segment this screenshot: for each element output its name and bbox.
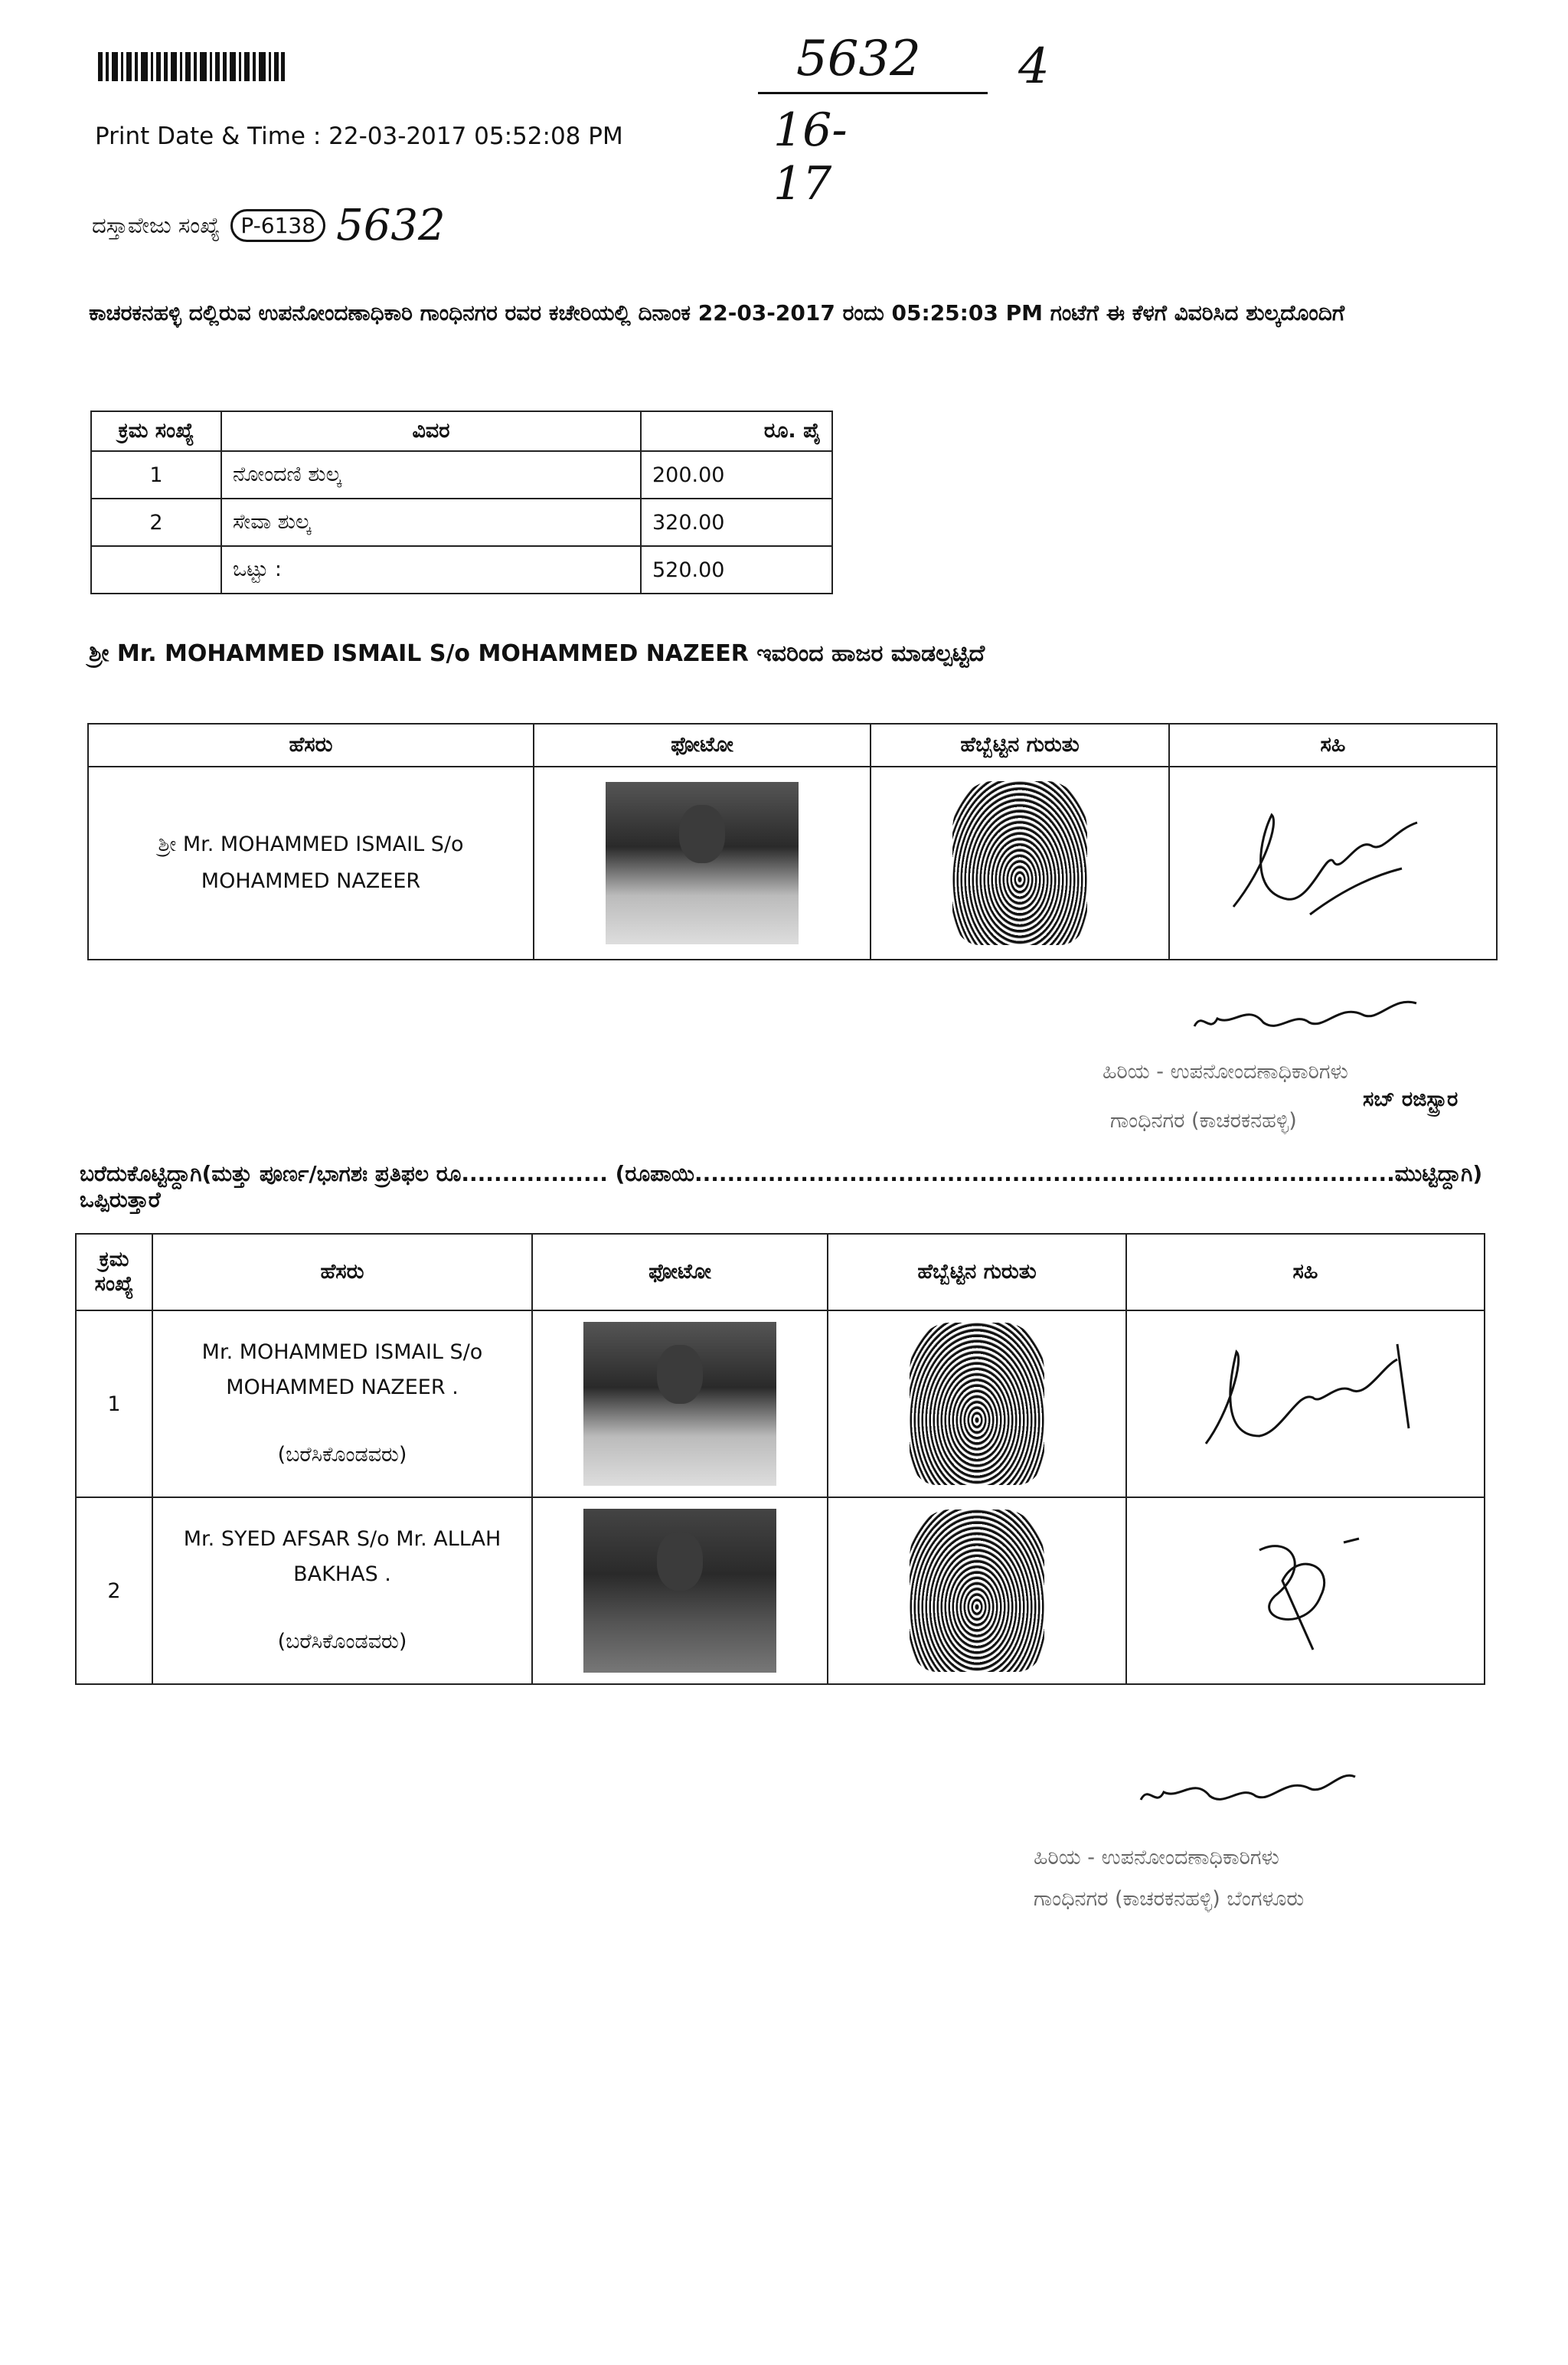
- top-handwritten-mark: 4: [1018, 38, 1050, 95]
- party-photo: [583, 1509, 776, 1673]
- document-handwritten-number: 5632: [336, 201, 446, 250]
- parties-signature-cell: [1126, 1310, 1485, 1497]
- fees-row-desc: ಒಟ್ಟು :: [221, 546, 641, 594]
- fees-table: [90, 411, 833, 594]
- registrar-stamp-1-line2: ಸಬ್ ರಜಿಸ್ಟ್ರಾರ: [1363, 1088, 1459, 1111]
- presenter-thumb-cell: [871, 767, 1169, 960]
- presented-by: ಶ್ರೀ Mr. MOHAMMED ISMAIL S/o MOHAMMED NAZEER ಇವರಿಂದ ಹಾಜರ ಮಾಡಲ್ಪಟ್ಟಿದೆ: [89, 640, 985, 667]
- registrar-stamp-2-line2: ಗಾಂಧಿನಗರ (ಕಾಚರಕನಹಳ್ಳಿ) ಬೆಂಗಳೂರು: [1034, 1887, 1305, 1911]
- parties-header-photo: ಫೋಟೋ: [532, 1234, 828, 1310]
- fees-header-desc: ವಿವರ: [221, 411, 641, 451]
- parties-row-name: [152, 1497, 532, 1684]
- fees-row-desc: ನೋಂದಣಿ ಶುಲ್ಕ: [221, 451, 641, 499]
- presenter-table: [87, 723, 1498, 960]
- party-signature: [1229, 1519, 1382, 1657]
- parties-row-no: 2: [76, 1497, 152, 1684]
- parties-row-no: 1: [76, 1310, 152, 1497]
- document-code: P-6138: [230, 209, 325, 242]
- fees-row-amount: 200.00: [641, 451, 832, 499]
- parties-row-name: [152, 1310, 532, 1497]
- presenter-photo: [606, 782, 799, 944]
- fees-row-no: [91, 546, 221, 594]
- fees-row-total: [91, 546, 832, 594]
- parties-name-line1: Mr. SYED AFSAR S/o Mr. ALLAH: [183, 1527, 501, 1551]
- parties-name-line2: BAKHAS .: [293, 1562, 391, 1586]
- presenter-signature: [1218, 792, 1448, 930]
- parties-table: [75, 1233, 1485, 1685]
- presenter-header-photo: ಫೋಟೋ: [534, 724, 871, 767]
- parties-signature-cell: [1126, 1497, 1485, 1684]
- party-thumbprint: [910, 1510, 1044, 1672]
- parties-photo-cell: [532, 1497, 828, 1684]
- parties-header-thumb: ಹೆಬ್ಬೆಟ್ಟಿನ ಗುರುತು: [828, 1234, 1126, 1310]
- parties-header-no: ಕ್ರಮ ಸಂಖ್ಯೆ: [76, 1234, 152, 1310]
- presenter-signature-cell: [1169, 767, 1497, 960]
- fees-row-amount: 520.00: [641, 546, 832, 594]
- parties-row: [76, 1310, 1485, 1497]
- presenter-row: [88, 767, 1497, 960]
- registrar-signature-2: [1133, 1761, 1424, 1818]
- presenter-header-thumb: ಹೆಬ್ಬೆಟ್ಟಿನ ಗುರುತು: [871, 724, 1169, 767]
- parties-header-name: ಹೆಸರು: [152, 1234, 532, 1310]
- fees-row: [91, 499, 832, 546]
- fees-row-no: 2: [91, 499, 221, 546]
- fees-header-amount: ರೂ. ಪೈ: [641, 411, 832, 451]
- parties-thumb-cell: [828, 1497, 1126, 1684]
- fees-row-amount: 320.00: [641, 499, 832, 546]
- registrar-stamp-2-line1: ಹಿರಿಯ - ಉಪನೋಂದಣಾಧಿಕಾರಿಗಳು: [1034, 1846, 1279, 1869]
- parties-header-signature: ಸಹಿ: [1126, 1234, 1485, 1310]
- presenter-name-line2: MOHAMMED NAZEER: [201, 869, 421, 893]
- presenter-header-signature: ಸಹಿ: [1169, 724, 1497, 767]
- registrar-stamp-1-line1: ಹಿರಿಯ - ಉಪನೋಂದಣಾಧಿಕಾರಿಗಳು: [1102, 1060, 1348, 1084]
- presenter-thumbprint: [952, 781, 1087, 945]
- parties-thumb-cell: [828, 1310, 1126, 1497]
- fees-row-desc: ಸೇವಾ ಶುಲ್ಕ: [221, 499, 641, 546]
- fees-row-no: 1: [91, 451, 221, 499]
- presenter-header-name: ಹೆಸರು: [88, 724, 534, 767]
- registrar-signature-1: [1148, 988, 1470, 1045]
- top-handwritten-fraction: 16-17: [773, 103, 848, 211]
- party-thumbprint: [910, 1323, 1044, 1485]
- parties-photo-cell: [532, 1310, 828, 1497]
- intro-paragraph: ಕಾಚರಕನಹಳ್ಳಿ ದಲ್ಲಿರುವ ಉಪನೋಂದಣಾಧಿಕಾರಿ ಗಾಂಧಿನಗರ ರವರ ಕಚೇರಿಯಲ್ಲಿ ದಿನಾಂಕ 22-03-2017 ರಂದು 05:25:03 PM ಗಂಟೆಗೆ ಈ ಕೆಳಗೆ ವಿವರಿಸಿದ ಶುಲ್ಕದೊಂದಿಗೆ: [89, 300, 1345, 325]
- registrar-signature-1-mark: [1187, 988, 1432, 1042]
- consideration-line: ಬರೆದುಕೊಟ್ಟಿದ್ದಾಗಿ(ಮತ್ತು ಪೂರ್ಣ/ಭಾಗಶಃ ಪ್ರತಿಫಲ ರೂ.................. (ರೂಪಾಯಿ......................................................................................ಮುಟ್ಟಿದ್ದಾಗಿ) ಒಪ್ಪಿರುತ್ತಾರೆ: [80, 1161, 1483, 1212]
- parties-role: (ಬರೆಸಿಕೊಂಡವರು): [277, 1630, 407, 1654]
- parties-role: (ಬರೆಸಿಕೊಂಡವರು): [277, 1443, 407, 1467]
- parties-name-line1: Mr. MOHAMMED ISMAIL S/o: [201, 1340, 483, 1364]
- registrar-signature-2-mark: [1133, 1761, 1363, 1815]
- parties-row: [76, 1497, 1485, 1684]
- party-photo: [583, 1322, 776, 1486]
- registrar-stamp-1-line3: ಗಾಂಧಿನಗರ (ಕಾಚರಕನಹಳ್ಳಿ): [1110, 1109, 1297, 1133]
- parties-name-line2: MOHAMMED NAZEER .: [226, 1375, 459, 1399]
- top-handwritten-number: 5632: [796, 31, 921, 87]
- fraction-line: [758, 92, 988, 94]
- barcode: [98, 52, 285, 81]
- presenter-photo-cell: [534, 767, 871, 960]
- fees-row: [91, 451, 832, 499]
- document-number-label: ದಸ್ತಾವೇಜು ಸಂಖ್ಯೆ: [92, 212, 220, 238]
- party-signature: [1191, 1336, 1420, 1467]
- presenter-name: [88, 767, 534, 960]
- fees-header-no: ಕ್ರಮ ಸಂಖ್ಯೆ: [91, 411, 221, 451]
- presenter-name-line1: ಶ್ರೀ Mr. MOHAMMED ISMAIL S/o: [158, 832, 464, 856]
- print-date-time: Print Date & Time : 22-03-2017 05:52:08 PM: [95, 123, 623, 150]
- document-number: [92, 201, 446, 250]
